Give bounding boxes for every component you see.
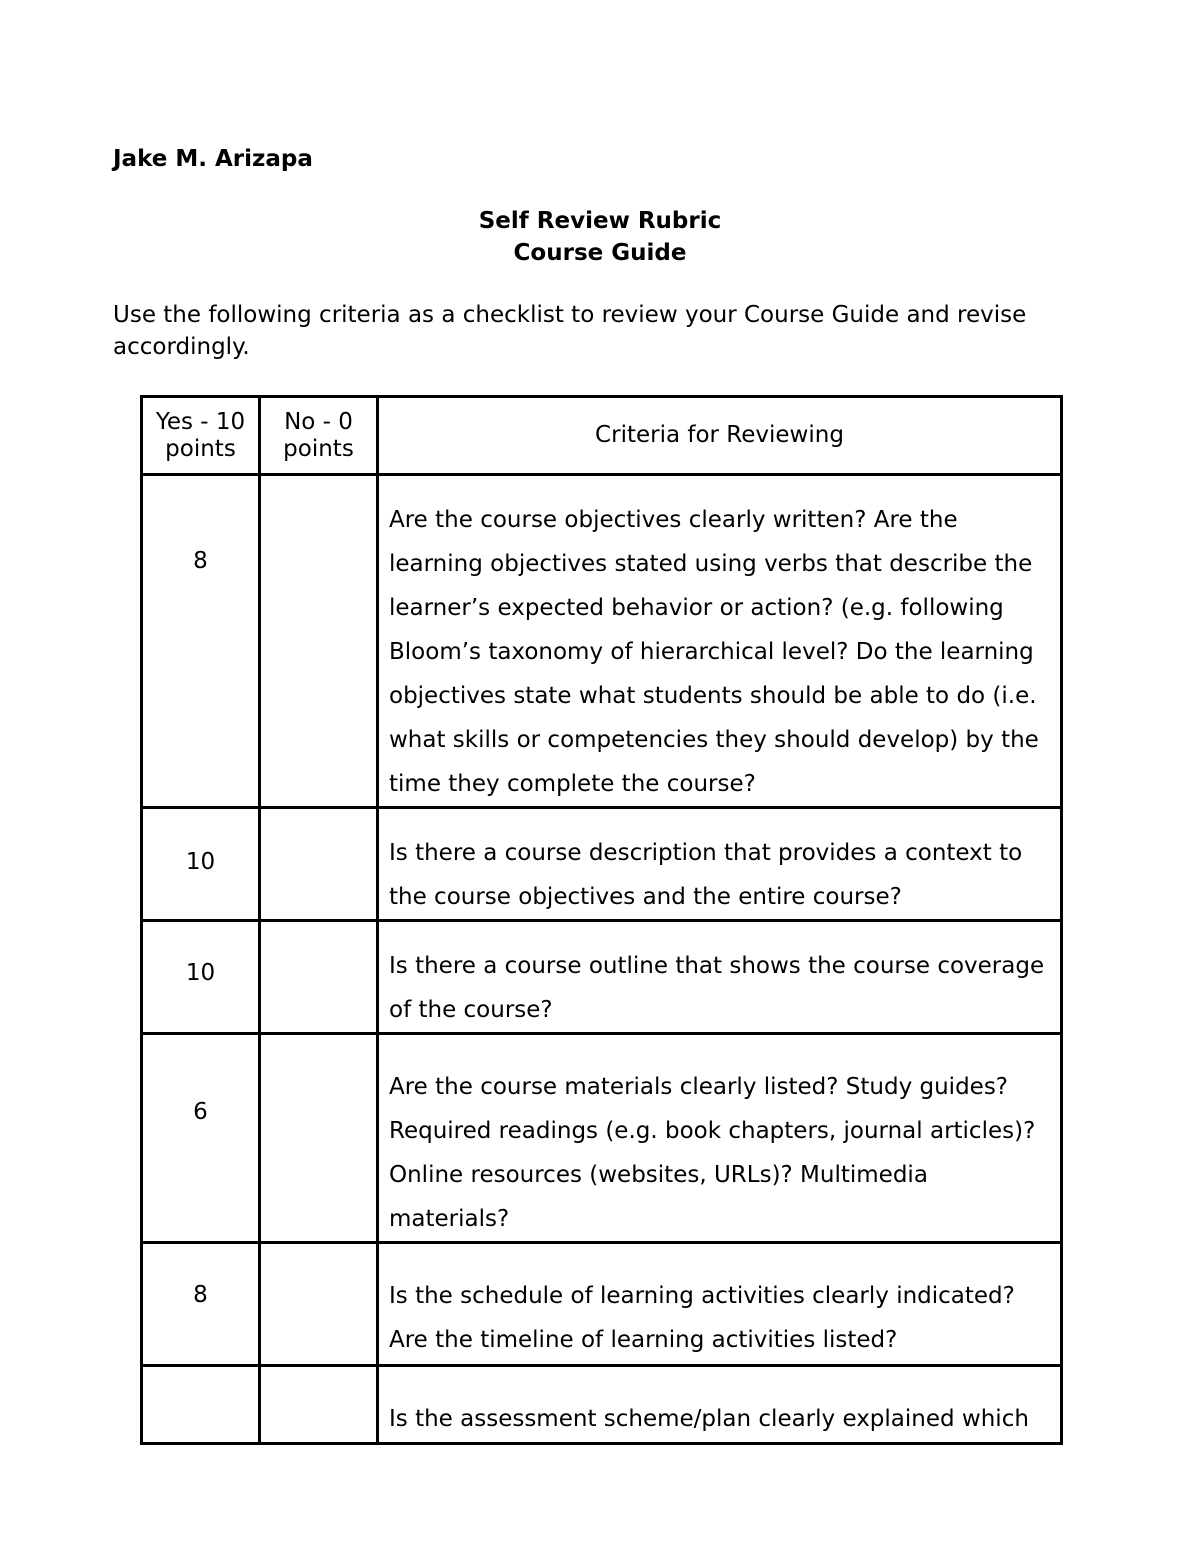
header-no-label: No - 0 points: [283, 408, 354, 462]
header-no: [260, 397, 378, 475]
criteria-cell: [378, 1034, 1062, 1243]
no-score-cell: [260, 1243, 378, 1366]
table-header-row: [142, 397, 1062, 475]
yes-score: 6: [193, 1099, 208, 1125]
author-name: Jake M. Arizapa: [113, 146, 313, 172]
no-score-cell: [260, 1034, 378, 1243]
criteria-text: Are the course materials clearly listed? Study guides? Required readings (e.g. book chapters, journal articles)? Online resources (websites, URLs)? Multimedia materials?: [389, 1074, 1036, 1232]
no-score-cell: [260, 475, 378, 808]
yes-score-cell: [142, 808, 260, 921]
criteria-cell: [378, 808, 1062, 921]
criteria-text: Is there a course outline that shows the course coverage of the course?: [389, 953, 1045, 1023]
criteria-text: Is the assessment scheme/plan clearly explained which: [389, 1406, 1029, 1432]
yes-score-cell: [142, 921, 260, 1034]
table-row: [142, 921, 1062, 1034]
table-row: [142, 1243, 1062, 1366]
document-title: Self Review Rubric: [478, 208, 722, 234]
yes-score: 10: [185, 960, 216, 986]
criteria-cell: [378, 1243, 1062, 1366]
header-yes-label: Yes - 10 points: [155, 408, 246, 462]
yes-score-cell: [142, 475, 260, 808]
no-score-cell: [260, 1366, 378, 1444]
document-title-block: [0, 205, 1200, 269]
criteria-text: Is there a course description that provides a context to the course objectives and the entire course?: [389, 840, 1023, 910]
document-subtitle: Course Guide: [513, 240, 687, 266]
criteria-cell: [378, 475, 1062, 808]
yes-score: 8: [193, 1282, 208, 1308]
header-criteria-label: Criteria for Reviewing: [595, 422, 844, 448]
yes-score-cell: [142, 1366, 260, 1444]
yes-score: 8: [193, 548, 208, 574]
table-row: [142, 1034, 1062, 1243]
criteria-cell: [378, 1366, 1062, 1444]
criteria-cell: [378, 921, 1062, 1034]
header-yes: [142, 397, 260, 475]
criteria-text: Are the course objectives clearly written? Are the learning objectives stated using verbs that describe the learner’s expected behavior or action? (e.g. following Bloom’s taxonomy of hierarchical level? Do the learning objectives state what students should be able to do (i.e. what skills or competencies they should develop) by the time they complete the course?: [389, 507, 1039, 797]
yes-score-cell: [142, 1243, 260, 1366]
yes-score: 10: [185, 849, 216, 875]
table-row: [142, 475, 1062, 808]
header-criteria: [378, 397, 1062, 475]
no-score-cell: [260, 808, 378, 921]
criteria-text: Is the schedule of learning activities clearly indicated? Are the timeline of learning activities listed?: [389, 1283, 1015, 1353]
yes-score-cell: [142, 1034, 260, 1243]
intro-paragraph: Use the following criteria as a checklist to review your Course Guide and revise accordingly.: [113, 302, 1027, 360]
table-row: [142, 1366, 1062, 1444]
rubric-table: [140, 395, 1063, 1445]
no-score-cell: [260, 921, 378, 1034]
table-row: [142, 808, 1062, 921]
